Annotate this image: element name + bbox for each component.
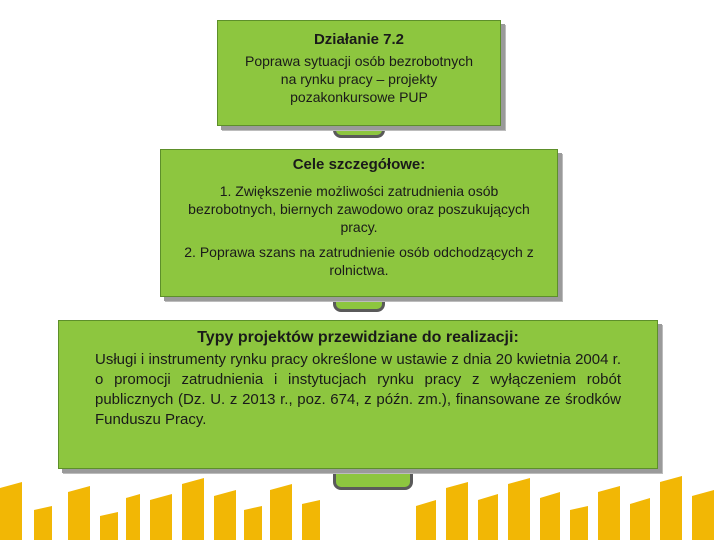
projects-title: Typy projektów przewidziane do realizacji: bbox=[197, 329, 519, 346]
action-description: Poprawa sytuacji osób bezrobotnych na rynku pracy – projekty pozakonkursowe PUP bbox=[244, 53, 474, 105]
action-box bbox=[217, 20, 501, 126]
goal-item-1: 1. Zwiększenie możliwości zatrudnienia osób bezrobotnych, biernych zawodowo oraz poszukujących pracy. bbox=[188, 183, 530, 235]
goals-box bbox=[160, 149, 558, 297]
decorative-stripes-shapes bbox=[0, 476, 714, 540]
action-title: Działanie 7.2 bbox=[313, 31, 405, 48]
projects-description: Usługi i instrumenty rynku pracy określone w ustawie z dnia 20 kwietnia 2004 r. o promocji zatrudnienia i instytucjach rynku pracy z wyłączeniem robót publicznych (Dz. U. z 2013 r., poz. 674, z późn. zm.), finansowane ze środków Funduszu Pracy. bbox=[95, 351, 621, 428]
decorative-stripes bbox=[0, 470, 720, 540]
goals-title: Cele szczegółowe: bbox=[292, 156, 426, 173]
goal-item-2: 2. Poprawa szans na zatrudnienie osób odchodzących z rolnictwa. bbox=[184, 244, 534, 278]
projects-box bbox=[58, 320, 658, 469]
